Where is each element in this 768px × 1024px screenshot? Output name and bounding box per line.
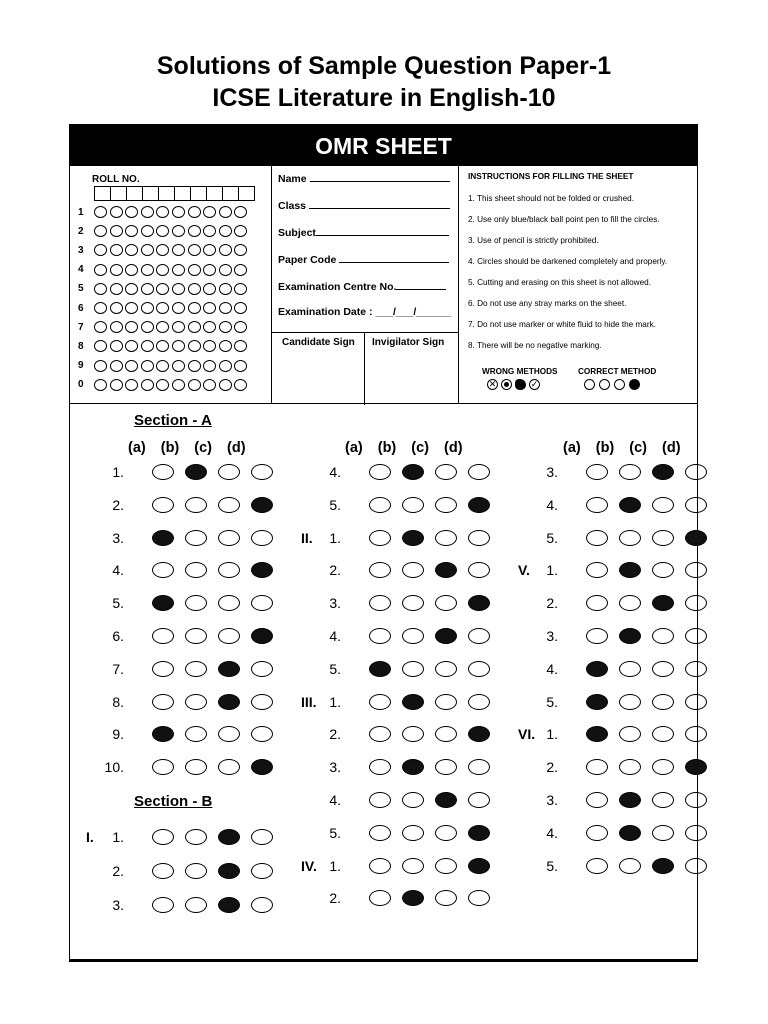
answer-bubble[interactable] — [586, 792, 608, 808]
roll-bubble[interactable] — [188, 340, 201, 352]
answer-bubble[interactable] — [586, 858, 608, 874]
name-field[interactable] — [278, 171, 450, 185]
question-number: 5. — [546, 693, 558, 710]
instruction-item: 1. This sheet should not be folded or crushed. — [468, 194, 634, 203]
roll-bubble[interactable] — [203, 302, 216, 314]
roll-bubble[interactable] — [125, 379, 138, 391]
question-number: 5. — [546, 857, 558, 874]
roll-digit-box[interactable] — [158, 186, 175, 201]
answer-bubble[interactable] — [652, 562, 674, 578]
roll-bubble[interactable] — [188, 244, 201, 256]
roll-digit-label: 7 — [78, 321, 84, 333]
answer-bubble-filled[interactable] — [619, 497, 641, 513]
instruction-item: 8. There will be no negative marking. — [468, 341, 602, 350]
roll-bubble[interactable] — [110, 302, 123, 314]
answer-bubble[interactable] — [685, 726, 707, 742]
signature-row — [272, 332, 458, 405]
answer-bubble-filled[interactable] — [586, 694, 608, 710]
roll-bubble[interactable] — [125, 206, 138, 218]
roll-bubble[interactable] — [234, 225, 247, 237]
roll-digit-box[interactable] — [110, 186, 127, 201]
name-label: Name — [278, 173, 307, 185]
roll-digit-label: 0 — [78, 379, 84, 391]
answer-bubble[interactable] — [652, 792, 674, 808]
question-number: 3. — [112, 529, 124, 546]
answer-bubble[interactable] — [586, 530, 608, 546]
roll-bubble[interactable] — [234, 206, 247, 218]
question-row — [70, 495, 697, 515]
roll-digit-box[interactable] — [126, 186, 143, 201]
roll-bubble[interactable] — [156, 264, 169, 276]
roll-digit-row — [78, 242, 250, 258]
question-number: 5. — [112, 595, 124, 612]
question-number: 2. — [329, 562, 341, 579]
question-number: 4. — [546, 824, 558, 841]
answer-bubble[interactable] — [652, 726, 674, 742]
roll-bubble[interactable] — [172, 360, 185, 372]
question-number: 3. — [546, 628, 558, 644]
roll-bubble[interactable] — [234, 321, 247, 333]
roll-bubble[interactable] — [110, 360, 123, 372]
answer-bubble[interactable] — [652, 530, 674, 546]
question-number: 1. — [546, 562, 558, 579]
roll-bubble[interactable] — [188, 264, 201, 276]
answer-bubble[interactable] — [619, 530, 641, 546]
roll-bubble[interactable] — [203, 360, 216, 372]
roll-digit-box[interactable] — [190, 186, 207, 201]
answer-bubble[interactable] — [685, 858, 707, 874]
roll-bubble[interactable] — [188, 360, 201, 372]
answer-bubble[interactable] — [685, 792, 707, 808]
roll-bubble[interactable] — [125, 340, 138, 352]
roll-bubble[interactable] — [172, 379, 185, 391]
roll-bubble[interactable] — [219, 225, 232, 237]
question-number: 1. — [329, 693, 341, 710]
answer-bubble-filled[interactable] — [685, 759, 707, 775]
question-number: 4. — [112, 562, 124, 579]
answer-bubble-filled[interactable] — [619, 825, 641, 841]
roll-bubble[interactable] — [234, 264, 247, 276]
question-group-label: VI. — [518, 726, 536, 743]
roll-bubble[interactable] — [141, 225, 154, 237]
question-number: 4. — [329, 628, 341, 644]
answer-bubble[interactable] — [619, 464, 641, 480]
roll-bubble[interactable] — [188, 206, 201, 218]
correct-method-examples — [584, 379, 640, 390]
roll-bubble[interactable] — [125, 360, 138, 372]
answer-bubble-filled[interactable] — [619, 562, 641, 578]
answer-bubble[interactable] — [619, 858, 641, 874]
divider — [364, 333, 365, 405]
subject-label: Subject — [278, 227, 316, 239]
roll-bubble[interactable] — [172, 264, 185, 276]
roll-bubble[interactable] — [156, 340, 169, 352]
roll-bubble[interactable] — [172, 340, 185, 352]
roll-bubble[interactable] — [172, 225, 185, 237]
empty-circle-icon — [614, 379, 625, 390]
question-number: 2. — [329, 726, 341, 743]
roll-bubble[interactable] — [141, 283, 154, 295]
question-number: 5. — [329, 660, 341, 677]
roll-digit-label: 5 — [78, 283, 84, 295]
answer-bubble-filled[interactable] — [652, 858, 674, 874]
omr-heading: OMR SHEET — [70, 124, 697, 166]
answer-bubble[interactable] — [685, 628, 707, 644]
roll-bubble[interactable] — [172, 283, 185, 295]
question-number: 3. — [112, 897, 124, 913]
answer-bubble-filled[interactable] — [652, 464, 674, 480]
question-number: 2. — [546, 759, 558, 776]
question-number: 7. — [112, 660, 124, 677]
roll-number-boxes[interactable] — [94, 186, 254, 201]
roll-bubble[interactable] — [234, 283, 247, 295]
roll-bubble[interactable] — [125, 302, 138, 314]
roll-bubble[interactable] — [110, 379, 123, 391]
roll-bubble[interactable] — [172, 302, 185, 314]
roll-digit-row — [78, 281, 250, 297]
roll-bubble[interactable] — [141, 340, 154, 352]
section-b-heading: Section - B — [134, 793, 213, 810]
roll-bubble[interactable] — [141, 302, 154, 314]
answer-bubble-filled[interactable] — [652, 595, 674, 611]
roll-digit-box[interactable] — [238, 186, 255, 201]
instruction-item: 6. Do not use any stray marks on the sheet. — [468, 299, 627, 308]
roll-bubble[interactable] — [94, 302, 107, 314]
roll-bubble[interactable] — [203, 206, 216, 218]
question-number: 5. — [546, 529, 558, 546]
roll-bubble[interactable] — [219, 264, 232, 276]
answer-bubble[interactable] — [619, 726, 641, 742]
answer-bubble[interactable] — [685, 825, 707, 841]
question-number: 3. — [329, 759, 341, 776]
wrong-methods-examples — [487, 379, 540, 390]
answer-bubble[interactable] — [652, 825, 674, 841]
roll-bubble[interactable] — [110, 340, 123, 352]
answer-bubble[interactable] — [652, 497, 674, 513]
roll-bubble[interactable] — [156, 360, 169, 372]
empty-circle-icon — [584, 379, 595, 390]
question-number: 3. — [329, 595, 341, 612]
option-header: (a) (b) (c) (d) — [563, 440, 681, 456]
question-number: 3. — [546, 792, 558, 808]
roll-bubble[interactable] — [203, 264, 216, 276]
roll-bubble[interactable] — [172, 244, 185, 256]
roll-bubble[interactable] — [94, 321, 107, 333]
instruction-item: 4. Circles should be darkened completely and properly. — [468, 257, 668, 266]
question-group-label: I. — [86, 829, 94, 845]
question-row — [70, 528, 697, 548]
filled-circle-icon — [629, 379, 640, 390]
roll-bubble[interactable] — [94, 206, 107, 218]
question-number: 2. — [112, 863, 124, 879]
answer-bubble[interactable] — [685, 661, 707, 677]
question-number: 5. — [329, 496, 341, 513]
roll-bubble[interactable] — [219, 379, 232, 391]
paper-code-field[interactable] — [278, 252, 449, 266]
roll-bubble[interactable] — [234, 340, 247, 352]
empty-circle-icon — [599, 379, 610, 390]
class-label: Class — [278, 200, 307, 212]
paper-code-label: Paper Code — [278, 254, 337, 266]
roll-digit-label: 8 — [78, 340, 84, 352]
section-a-heading: Section - A — [134, 412, 212, 429]
roll-digit-label: 9 — [78, 360, 84, 372]
answer-bubble[interactable] — [435, 890, 457, 906]
roll-bubble[interactable] — [172, 206, 185, 218]
roll-bubble[interactable] — [188, 302, 201, 314]
answer-bubble[interactable] — [619, 759, 641, 775]
tick-circle-icon: ✓ — [530, 379, 539, 389]
roll-digit-row — [78, 319, 250, 335]
roll-bubble[interactable] — [141, 360, 154, 372]
question-number: 10. — [104, 759, 124, 776]
roll-bubble[interactable] — [219, 206, 232, 218]
roll-bubble[interactable] — [234, 302, 247, 314]
question-row — [70, 856, 697, 876]
question-number: 4. — [329, 792, 341, 808]
instruction-item: 5. Cutting and erasing on this sheet is not allowed. — [468, 278, 651, 287]
roll-bubble[interactable] — [110, 206, 123, 218]
roll-bubble[interactable] — [94, 340, 107, 352]
roll-bubble[interactable] — [219, 244, 232, 256]
roll-digit-row — [78, 377, 250, 393]
dot-circle-icon — [501, 379, 512, 390]
roll-bubble[interactable] — [188, 283, 201, 295]
roll-digit-row — [78, 223, 250, 239]
correct-method-label: CORRECT METHOD — [578, 367, 657, 376]
page-title-line1: Solutions of Sample Question Paper-1 — [156, 52, 612, 80]
roll-bubble[interactable] — [203, 225, 216, 237]
answer-bubble[interactable] — [586, 825, 608, 841]
roll-bubble[interactable] — [141, 379, 154, 391]
question-number: 6. — [112, 628, 124, 644]
answer-bubble[interactable] — [586, 628, 608, 644]
question-number: 3. — [546, 464, 558, 480]
question-row — [70, 593, 697, 613]
wrong-methods-label: WRONG METHODS — [482, 367, 558, 376]
instruction-item: 2. Use only blue/black ball point pen to fill the circles. — [468, 215, 660, 224]
roll-label: ROLL NO. — [92, 174, 140, 185]
roll-bubble[interactable] — [156, 206, 169, 218]
answer-bubble[interactable] — [685, 497, 707, 513]
question-number: 9. — [112, 726, 124, 743]
roll-digit-label: 4 — [78, 264, 84, 276]
answer-bubble-filled[interactable] — [619, 628, 641, 644]
roll-bubble[interactable] — [203, 244, 216, 256]
exam-date-blank: ___/___/______ — [375, 306, 452, 318]
roll-bubble[interactable] — [110, 225, 123, 237]
roll-bubble[interactable] — [125, 225, 138, 237]
answer-bubble[interactable] — [685, 595, 707, 611]
question-group-label: II. — [301, 529, 313, 546]
answer-bubble[interactable] — [652, 661, 674, 677]
roll-bubble[interactable] — [125, 244, 138, 256]
roll-bubble[interactable] — [156, 244, 169, 256]
exam-centre-field[interactable] — [278, 279, 446, 293]
instructions-title: INSTRUCTIONS FOR FILLING THE SHEET — [468, 171, 634, 181]
question-row — [70, 692, 697, 712]
answer-bubble[interactable] — [369, 890, 391, 906]
question-number: 1. — [112, 464, 124, 480]
question-row — [70, 462, 697, 482]
answer-bubble[interactable] — [586, 595, 608, 611]
question-number: 4. — [546, 660, 558, 677]
roll-digit-label: 6 — [78, 302, 84, 314]
instruction-item: 7. Do not use marker or white fluid to hide the mark. — [468, 320, 656, 329]
exam-centre-label: Examination Centre No. — [278, 281, 397, 293]
roll-digit-row — [78, 204, 250, 220]
question-row — [70, 888, 697, 908]
roll-bubble[interactable] — [94, 360, 107, 372]
roll-bubble[interactable] — [234, 244, 247, 256]
question-number: 4. — [329, 464, 341, 480]
answer-bubble-filled[interactable] — [619, 792, 641, 808]
roll-bubble[interactable] — [141, 244, 154, 256]
roll-bubble[interactable] — [141, 321, 154, 333]
roll-digit-box[interactable] — [142, 186, 159, 201]
roll-bubble[interactable] — [110, 321, 123, 333]
question-group-label: III. — [301, 693, 317, 710]
question-number: 5. — [329, 824, 341, 841]
question-row — [70, 659, 697, 679]
roll-digit-box[interactable] — [174, 186, 191, 201]
question-row — [70, 757, 697, 777]
roll-digit-row — [78, 358, 250, 374]
roll-bubble[interactable] — [94, 225, 107, 237]
answer-bubble[interactable] — [652, 759, 674, 775]
class-field[interactable] — [278, 198, 450, 212]
roll-digit-row — [78, 338, 250, 354]
answer-bubble[interactable] — [619, 595, 641, 611]
cross-circle-icon: ✕ — [488, 379, 497, 389]
question-number: 8. — [112, 693, 124, 710]
question-number: 1. — [329, 857, 341, 874]
question-row — [70, 790, 697, 810]
question-row — [70, 724, 697, 744]
exam-date-label: Examination Date : — [278, 306, 373, 318]
roll-bubble[interactable] — [110, 264, 123, 276]
answer-bubble[interactable] — [586, 464, 608, 480]
answer-bubble[interactable] — [468, 890, 490, 906]
question-row — [70, 823, 697, 843]
answer-bubble[interactable] — [586, 562, 608, 578]
question-number: 2. — [329, 890, 341, 907]
roll-bubble[interactable] — [219, 340, 232, 352]
question-group-label: IV. — [301, 857, 317, 874]
question-number: 4. — [546, 496, 558, 513]
omr-top-panel — [70, 166, 697, 404]
answer-bubble[interactable] — [619, 694, 641, 710]
instruction-item: 3. Use of pencil is strictly prohibited. — [468, 236, 599, 245]
answer-bubble[interactable] — [619, 661, 641, 677]
answer-bubble[interactable] — [586, 497, 608, 513]
roll-bubble[interactable] — [110, 283, 123, 295]
question-number: 1. — [546, 726, 558, 743]
roll-bubble[interactable] — [188, 379, 201, 391]
roll-bubble[interactable] — [219, 321, 232, 333]
roll-bubble[interactable] — [156, 225, 169, 237]
roll-bubble[interactable] — [94, 264, 107, 276]
answer-bubble[interactable] — [652, 694, 674, 710]
roll-bubble[interactable] — [219, 302, 232, 314]
page-title-line2: ICSE Literature in English-10 — [212, 84, 556, 112]
roll-bubble[interactable] — [94, 244, 107, 256]
roll-bubble[interactable] — [219, 360, 232, 372]
option-header: (a) (b) (c) (d) — [345, 440, 463, 456]
roll-bubble[interactable] — [141, 206, 154, 218]
roll-bubble[interactable] — [234, 379, 247, 391]
question-row — [70, 626, 697, 646]
answer-bubble[interactable] — [685, 562, 707, 578]
question-row — [70, 560, 697, 580]
roll-bubble[interactable] — [125, 283, 138, 295]
answer-bubble-filled[interactable] — [402, 890, 424, 906]
scribble-circle-icon — [515, 379, 526, 390]
roll-bubble[interactable] — [156, 283, 169, 295]
roll-bubble[interactable] — [203, 321, 216, 333]
invigilator-sign-label: Invigilator Sign — [372, 337, 445, 348]
question-number: 2. — [112, 496, 124, 513]
roll-bubble[interactable] — [156, 321, 169, 333]
roll-digit-box[interactable] — [222, 186, 239, 201]
roll-bubble[interactable] — [203, 283, 216, 295]
omr-sheet — [69, 124, 698, 962]
divider — [458, 166, 459, 403]
answer-bubble-filled[interactable] — [685, 530, 707, 546]
roll-digit-label: 3 — [78, 244, 84, 256]
roll-bubble[interactable] — [156, 379, 169, 391]
roll-bubble[interactable] — [203, 340, 216, 352]
question-group-label: V. — [518, 562, 530, 579]
roll-bubble[interactable] — [172, 321, 185, 333]
answer-bubble[interactable] — [685, 464, 707, 480]
answer-bubble[interactable] — [685, 694, 707, 710]
roll-bubble[interactable] — [219, 283, 232, 295]
roll-bubble[interactable] — [94, 283, 107, 295]
answer-bubble[interactable] — [652, 628, 674, 644]
roll-digit-label: 2 — [78, 225, 84, 237]
question-number: 2. — [546, 595, 558, 612]
roll-digit-box[interactable] — [206, 186, 223, 201]
candidate-sign-label: Candidate Sign — [282, 337, 355, 348]
roll-digit-row — [78, 262, 250, 278]
roll-bubble[interactable] — [141, 264, 154, 276]
question-number: 1. — [112, 829, 124, 845]
question-number: 1. — [329, 529, 341, 546]
roll-digit-label: 1 — [78, 206, 84, 218]
roll-bubble[interactable] — [110, 244, 123, 256]
roll-bubble[interactable] — [125, 321, 138, 333]
roll-bubble[interactable] — [94, 379, 107, 391]
answer-bubble-filled[interactable] — [586, 726, 608, 742]
roll-bubble[interactable] — [156, 302, 169, 314]
exam-date-field[interactable] — [278, 306, 451, 318]
roll-digit-row — [78, 300, 250, 316]
roll-bubble[interactable] — [234, 360, 247, 372]
answer-bubble-filled[interactable] — [586, 661, 608, 677]
answer-bubble[interactable] — [586, 759, 608, 775]
option-header: (a) (b) (c) (d) — [128, 440, 246, 456]
roll-bubble[interactable] — [188, 321, 201, 333]
roll-bubble[interactable] — [203, 379, 216, 391]
roll-digit-box[interactable] — [94, 186, 111, 201]
subject-field[interactable] — [278, 225, 449, 239]
roll-bubble[interactable] — [125, 264, 138, 276]
roll-bubble[interactable] — [188, 225, 201, 237]
